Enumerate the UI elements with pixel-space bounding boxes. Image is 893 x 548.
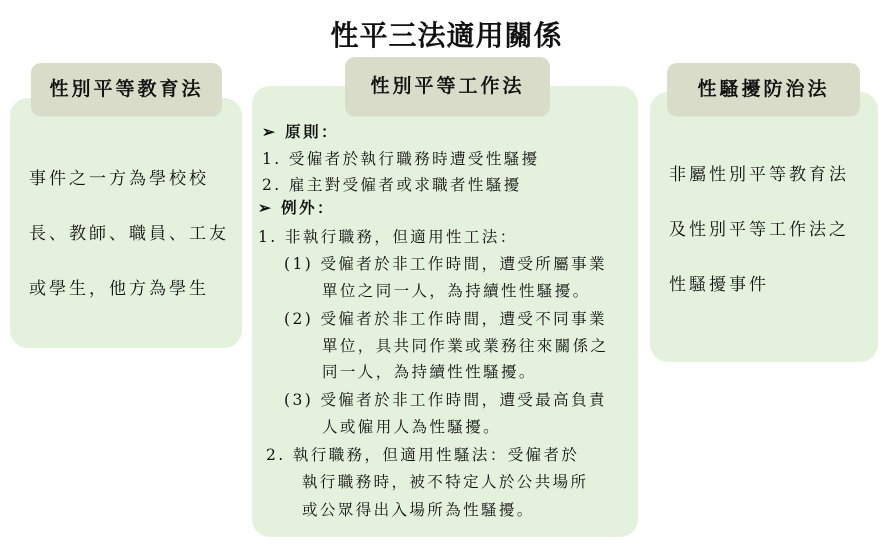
- education-act-line: 事件之一方為學校校: [29, 169, 209, 189]
- education-act-description: [29, 152, 239, 317]
- exception-subitem: (2) 受僱者於非工作時間，遭受不同事業: [284, 310, 607, 328]
- education-act-line: 或學生，他方為學生: [29, 279, 209, 299]
- exception-subitem: (3) 受僱者於非工作時間，遭受最高負責: [284, 391, 607, 409]
- education-act-tab: 性別平等教育法: [31, 63, 222, 116]
- principle-item: 1. 受僱者於執行職務時遭受性騷擾: [262, 150, 540, 168]
- harassment-act-line: 及性別平等工作法之: [669, 220, 849, 240]
- exception-item-cont: 執行職務時，被不特定人於公共場所: [302, 473, 589, 491]
- principle-item: 2. 雇主對受僱者或求職者性騷擾: [262, 176, 522, 194]
- education-act-line: 長、教師、職員、工友: [29, 224, 229, 244]
- harassment-act-description: [669, 148, 869, 313]
- employment-act-tab: 性別平等工作法: [345, 57, 550, 116]
- exception-item-cont: 或公眾得出入場所為性騷擾。: [302, 501, 535, 519]
- exception-subitem-cont: 同一人，為持續性性騷擾。: [322, 363, 537, 381]
- exception-heading: ➢ 例外：: [258, 198, 335, 217]
- principle-heading: ➢ 原則：: [262, 122, 339, 141]
- exception-item: 2. 執行職務，但適用性騷法：受僱者於: [266, 446, 580, 464]
- exception-subitem-cont: 單位之同一人，為持續性性騷擾。: [322, 282, 591, 300]
- exception-item: 1. 非執行職務，但適用性工法：: [258, 228, 518, 246]
- exception-subitem-cont: 單位，具共同作業或業務往來關係之: [322, 337, 609, 355]
- harassment-act-tab: 性騷擾防治法: [667, 63, 860, 116]
- exception-subitem-cont: 人或僱用人為性騷擾。: [322, 418, 502, 436]
- harassment-act-line: 非屬性別平等教育法: [669, 165, 849, 185]
- harassment-act-line: 性騷擾事件: [669, 275, 769, 295]
- exception-subitem: (1) 受僱者於非工作時間，遭受所屬事業: [284, 255, 607, 273]
- page-title: 性平三法適用關係: [330, 19, 563, 52]
